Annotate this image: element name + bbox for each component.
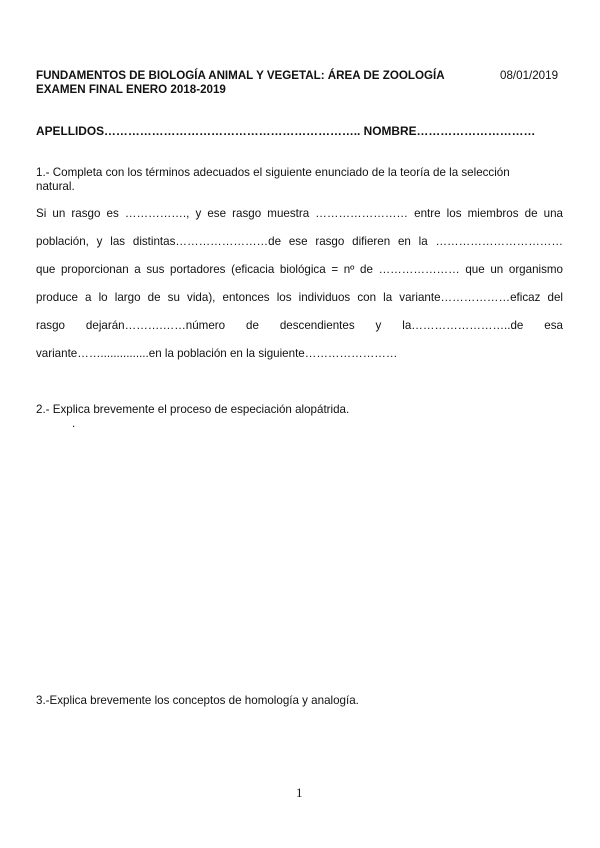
- exam-title-line2: EXAMEN FINAL ENERO 2018-2019: [36, 83, 226, 96]
- question1-line: produce a lo largo de su vida), entonces los individuos con la variante………………eficaz del: [36, 291, 563, 304]
- question1-line: variante……...............en la población en la siguiente……………………: [36, 347, 398, 360]
- page-number: 1: [296, 785, 303, 800]
- question1-prompt-line2: natural.: [36, 180, 75, 193]
- question1-line: que proporcionan a sus portadores (eficacia biológica = nº de ………………… que un organismo: [36, 263, 563, 276]
- question1-prompt-line1: 1.- Completa con los términos adecuados el siguiente enunciado de la teoría de la selección: [36, 166, 510, 179]
- question1-line: población, y las distintas……………………de ese rasgo difieren en la ……………………………: [36, 235, 563, 248]
- question2-prompt: 2.- Explica brevemente el proceso de especiación alopátrida.: [36, 403, 350, 416]
- question3-prompt: 3.-Explica brevemente los conceptos de homología y analogía.: [36, 694, 359, 707]
- question1-line: Si un rasgo es ……………., y ese rasgo muestra …………………… entre los miembros de una: [36, 207, 563, 220]
- question2-mark: .: [72, 417, 76, 430]
- student-name-fields: APELLIDOS……………………………………………………….. NOMBRE…………………………: [36, 124, 536, 138]
- question1-line: rasgo dejarán……….……número de descendientes y la……………………..de esa: [36, 319, 563, 332]
- exam-date: 08/01/2019: [500, 69, 559, 82]
- exam-title-line1: FUNDAMENTOS DE BIOLOGÍA ANIMAL Y VEGETAL: ÁREA DE ZOOLOGÍA: [36, 69, 445, 82]
